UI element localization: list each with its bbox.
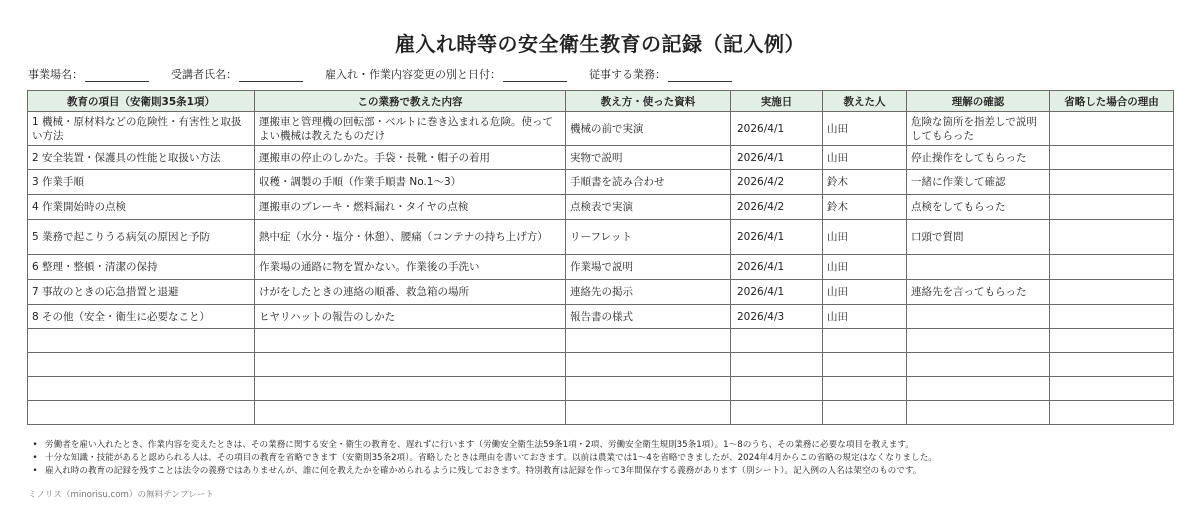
cell-teacher[interactable]: 山田 [823,280,907,305]
cell-omission[interactable] [1050,112,1174,146]
cell-teacher[interactable] [823,329,907,353]
cell-date[interactable]: 2026/4/2 [731,195,823,220]
cell-item[interactable]: 1 機械・原材料などの危険性・有害性と取扱い方法 [28,112,255,146]
cell-teacher[interactable]: 鈴木 [823,195,907,220]
education-record-table [27,90,1174,425]
cell-content[interactable]: 熱中症（水分・塩分・休憩）、腰痛（コンテナの持ち上げ方） [255,220,566,255]
col-header-date: 実施日 [731,91,823,112]
col-header-teacher: 教えた人 [823,91,907,112]
cell-date[interactable] [731,353,823,377]
cell-content[interactable] [255,329,566,353]
cell-content[interactable]: ヒヤリハットの報告のしかた [255,305,566,329]
cell-method[interactable] [566,377,731,401]
cell-item[interactable] [28,353,255,377]
notes-list [28,439,1178,478]
workplace-blank[interactable] [85,69,149,82]
col-header-method: 教え方・使った資料 [566,91,731,112]
cell-date[interactable]: 2026/4/1 [731,255,823,280]
cell-omission[interactable] [1050,401,1174,425]
cell-check[interactable]: 点検をしてもらった [907,195,1050,220]
cell-item[interactable] [28,401,255,425]
cell-omission[interactable] [1050,280,1174,305]
table-row [28,255,1174,280]
cell-method[interactable] [566,401,731,425]
cell-check[interactable] [907,329,1050,353]
cell-method[interactable]: 点検表で実演 [566,195,731,220]
workplace-label: 事業場名： [28,68,83,81]
cell-date[interactable]: 2026/4/3 [731,305,823,329]
cell-date[interactable]: 2026/4/2 [731,170,823,195]
cell-check[interactable] [907,377,1050,401]
cell-content[interactable]: 作業場の通路に物を置かない。作業後の手洗い [255,255,566,280]
footer-credit: ミノリス（minorisu.com）の無料テンプレート [28,490,215,500]
cell-omission[interactable] [1050,255,1174,280]
cell-method[interactable] [566,353,731,377]
cell-omission[interactable] [1050,220,1174,255]
col-header-content: この業務で教えた内容 [255,91,566,112]
cell-check[interactable] [907,305,1050,329]
note-item: • 労働者を雇い入れたとき、作業内容を変えたときは、その業務に関する安全・衛生の教育を、遅れずに行います（労働安全衛生法59条1項・2項、労働安全衛生規則35条1項）。1〜8のうち、その業務に必要な項目を教えます。 [28,439,1178,452]
cell-teacher[interactable]: 山田 [823,220,907,255]
cell-date[interactable] [731,377,823,401]
cell-date[interactable] [731,401,823,425]
cell-content[interactable]: 運搬車と管理機の回転部・ベルトに巻き込まれる危険。使ってよい機械は教えたものだけ [255,112,566,146]
cell-item[interactable] [28,377,255,401]
cell-teacher[interactable] [823,353,907,377]
cell-date[interactable]: 2026/4/1 [731,280,823,305]
col-header-item: 教育の項目（安衛則35条1項） [28,91,255,112]
cell-content[interactable] [255,401,566,425]
cell-item[interactable]: 3 作業手順 [28,170,255,195]
assigned-work-field[interactable] [589,66,732,82]
cell-item[interactable]: 2 安全装置・保護具の性能と取扱い方法 [28,146,255,170]
cell-check[interactable] [907,353,1050,377]
cell-item[interactable]: 6 整理・整頓・清潔の保持 [28,255,255,280]
note-item: • 十分な知識・技能があると認められる人は、その項目の教育を省略できます（安衛則35条2項）。省略したときは理由を書いておきます。以前は農業では1〜4を省略できましたが、2024年4月からこの省略の規定はなくなりました。 [28,452,1178,465]
table-row [28,305,1174,329]
assigned-work-label: 従事する業務： [589,68,666,81]
cell-teacher[interactable]: 山田 [823,305,907,329]
cell-method[interactable] [566,329,731,353]
trainee-name-label: 受講者氏名： [171,68,237,81]
table-row [28,170,1174,195]
cell-omission[interactable] [1050,195,1174,220]
cell-check[interactable]: 一緒に作業して確認 [907,170,1050,195]
table-row [28,280,1174,305]
cell-teacher[interactable]: 山田 [823,112,907,146]
table-row [28,401,1174,425]
table-row [28,377,1174,401]
cell-method[interactable]: リーフレット [566,220,731,255]
note-item: • 雇入れ時の教育の記録を残すことは法令の義務ではありませんが、誰に何を教えたかを確かめられるように残しておきます。特別教育は記録を作って3年間保存する義務があります（別シート）。記入例の人名は架空のものです。 [28,465,1178,478]
cell-method[interactable]: 機械の前で実演 [566,112,731,146]
cell-item[interactable]: 8 その他（安全・衛生に必要なこと） [28,305,255,329]
col-header-check: 理解の確認 [907,91,1050,112]
cell-omission[interactable] [1050,146,1174,170]
cell-content[interactable] [255,377,566,401]
cell-check[interactable]: 危険な箇所を指差しで説明してもらった [907,112,1050,146]
change-type-date-label: 雇入れ・作業内容変更の別と日付： [325,68,501,81]
cell-teacher[interactable]: 鈴木 [823,170,907,195]
cell-omission[interactable] [1050,305,1174,329]
cell-check[interactable]: 連絡先を言ってもらった [907,280,1050,305]
change-type-date-field[interactable] [325,66,567,82]
cell-check[interactable]: 口頭で質問 [907,220,1050,255]
cell-omission[interactable] [1050,377,1174,401]
cell-teacher[interactable]: 山田 [823,255,907,280]
cell-method[interactable]: 作業場で説明 [566,255,731,280]
cell-item[interactable]: 5 業務で起こりうる病気の原因と予防 [28,220,255,255]
table-row [28,112,1174,146]
cell-item[interactable]: 7 事故のときの応急措置と退避 [28,280,255,305]
header-fields [28,66,754,82]
cell-date[interactable] [731,329,823,353]
cell-content[interactable]: けがをしたときの連絡の順番、救急箱の場所 [255,280,566,305]
table-row [28,329,1174,353]
change-type-date-blank[interactable] [503,69,567,82]
cell-method[interactable]: 実物で説明 [566,146,731,170]
table-row [28,353,1174,377]
page-title: 雇入れ時等の安全衛生教育の記録（記入例） [395,32,805,56]
cell-method[interactable]: 手順書を読み合わせ [566,170,731,195]
cell-date[interactable]: 2026/4/1 [731,146,823,170]
workplace-field[interactable] [28,66,149,82]
cell-omission[interactable] [1050,353,1174,377]
table-row [28,220,1174,255]
cell-content[interactable]: 収穫・調製の手順（作業手順書 No.1〜3） [255,170,566,195]
cell-method[interactable]: 報告書の様式 [566,305,731,329]
cell-content[interactable] [255,353,566,377]
cell-check[interactable] [907,255,1050,280]
cell-check[interactable]: 停止操作をしてもらった [907,146,1050,170]
assigned-work-blank[interactable] [668,69,732,82]
table-row [28,195,1174,220]
cell-teacher[interactable] [823,377,907,401]
table-row [28,146,1174,170]
cell-content[interactable]: 運搬車の停止のしかた。手袋・長靴・帽子の着用 [255,146,566,170]
cell-teacher[interactable] [823,401,907,425]
cell-omission[interactable] [1050,170,1174,195]
cell-teacher[interactable]: 山田 [823,146,907,170]
cell-omission[interactable] [1050,329,1174,353]
cell-content[interactable]: 運搬車のブレーキ・燃料漏れ・タイヤの点検 [255,195,566,220]
cell-item[interactable] [28,329,255,353]
trainee-name-field[interactable] [171,66,303,82]
trainee-name-blank[interactable] [239,69,303,82]
cell-check[interactable] [907,401,1050,425]
cell-date[interactable]: 2026/4/1 [731,220,823,255]
col-header-omission: 省略した場合の理由 [1050,91,1174,112]
cell-date[interactable]: 2026/4/1 [731,112,823,146]
cell-item[interactable]: 4 作業開始時の点検 [28,195,255,220]
cell-method[interactable]: 連絡先の掲示 [566,280,731,305]
table-header-row [28,91,1174,112]
